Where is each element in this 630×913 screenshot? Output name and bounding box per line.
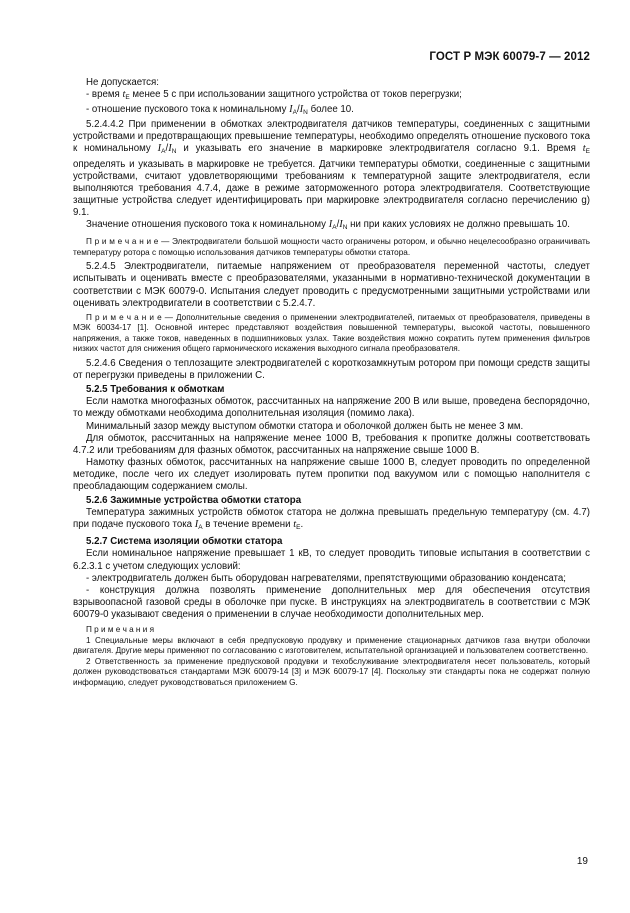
section-5-2-7-p2: - электродвигатель должен быть оборудован нагревателями, препятствующими образованию конденсата; (86, 572, 566, 584)
notes-title: П р и м е ч а н и я (86, 625, 155, 635)
ratio-value-paragraph: Значение отношения пускового тока к номинальному $I_A/I_N$ ни при каких условиях не должно превышать 10. (86, 219, 570, 232)
section-5-2-7-title: 5.2.7 Система изоляции обмотки статора (86, 536, 283, 548)
not-allowed-item-2: - отношение пускового тока к номинальному $I_A/I_N$ более 10. (86, 104, 354, 117)
section-5-2-7-p3: - конструкция должна позволять применение дополнительных мер для обеспечения отсутствия взрывоопасной газовой среды в оболочке при пуске. В инструкциях на электродвигатель в соответствии с МЭК 60079-0 указывают сведения о применении в случае необходимости дополнительных мер. (73, 584, 590, 620)
paragraph-5-2-4-6: 5.2.4.6 Сведения о теплозащите электродвигателей с короткозамкнутым ротором при помощи средств защиты от перегрузки приведены в приложении С. (73, 358, 590, 382)
paragraph-5-2-4-5: 5.2.4.5 Электродвигатели, питаемые напряжением от преобразователя переменной частоты, следует испытывать и оценивать вместе с преобразователями, указанными в нормативно-технической документации в соответствии с МЭК 60079-0. Испытания следует проводить с предусмотренными защитными устройствами или оценивать электродвигатели в соответствии с 5.2.4.7. (73, 261, 590, 309)
note-2: 2 Ответственность за применение предпусковой продувки и техобслуживание электродвигателя несет пользователь, который должен руководствоваться стандартами МЭК 60079-14 [3] и МЭК 60079-17 [4]. Поскольку эти стандарты пока не содержат полную информацию, следует руководствоваться приложением G. (73, 656, 590, 687)
section-5-2-6-title: 5.2.6 Зажимные устройства обмотки статора (86, 495, 302, 507)
document-body (73, 77, 590, 692)
note-converter: П р и м е ч а н и е — Дополнительные сведения о применении электродвигателей, питаемых от преобразователя, приведены в МЭК 60034-17 [1]. Основной интерес представляют воздействия повышенной температуры, высокой частоты, повышенного напряжения, а также токов, наведенных в подшипниковых узлах. Такие воздействия можно сократить путем применения фильтров низких частот для снижения общего гармонического искажения выходного сигнала преобразователя. (73, 312, 590, 354)
section-5-2-7-p1: Если номинальное напряжение превышает 1 кВ, то следует проводить типовые испытания в соответствии с 6.2.3.1 с учетом следующих условий: (73, 548, 590, 572)
page-number: 19 (576, 856, 588, 867)
note-1: 1 Специальные меры включают в себя предпусковую продувку и применение стационарных датчиков газа внутри оболочки двигателя. Другие меры применяют по согласованию с изготовителем, испытательной организацией и пользователем соответственно. (73, 635, 590, 656)
not-allowed-item-1: - время $t_E$ менее 5 с при использовании защитного устройства от токов перегрузки; (86, 89, 462, 102)
section-5-2-5-p3: Для обмоток, рассчитанных на напряжение менее 1000 В, требования к пропитке должны соответствовать 4.7.2 или требованиям для фазных обмоток, рассчитанных на напряжение свыше 1000 В. (73, 432, 590, 456)
section-5-2-5-p2: Минимальный зазор между выступом обмотки статора и оболочкой должен быть не менее 3 мм. (86, 420, 524, 432)
paragraph-5-2-4-4-2: 5.2.4.4.2 При применении в обмотках электродвигателя датчиков температуры, соединенных с защитными устройствами и предотвращающих превышение температуры, необходимо определять отношение пускового тока к номинальному $I_A/I_N$ и указывать его значение в маркировке электродвигателя согласно 9.1. Время $t_E$ определять и указывать в маркировке не требуется. Датчики температуры обмотки, соединенные с защитными устройствами, считают удовлетворяющими требованиям к температурной защите электродвигателя, если выполняются требования 4.7.4, даже в режиме заторможенного ротора электродвигателя. Соответствующие защитные устройства следует идентифицировать при маркировке электродвигателя согласно перечислению g) 9.1. (73, 119, 590, 218)
section-5-2-5-p1: Если намотка многофазных обмоток, рассчитанных на напряжение 200 В или выше, проведена беспорядочно, то между обмотками необходима дополнительная изоляция (помимо лака). (73, 396, 590, 420)
note-rotor-limited: П р и м е ч а н и е — Электродвигатели большой мощности часто ограничены ротором, и обычно нецелесообразно ограничивать температуру ротора с помощью использования датчиков температуры обмотки статора. (73, 237, 590, 257)
document-header: ГОСТ Р МЭК 60079-7 — 2012 (429, 51, 590, 63)
section-5-2-5-title: 5.2.5 Требования к обмоткам (86, 384, 225, 396)
not-allowed-title: Не допускается: (86, 77, 159, 88)
section-5-2-6-p1: Температура зажимных устройств обмоток статора не должна превышать предельную температуру (см. 4.7) при подаче пускового тока $I_A$ в течение времени $t_E$. (73, 507, 590, 532)
section-5-2-5-p4: Намотку фазных обмоток, рассчитанных на напряжение свыше 1000 В, следует проводить по определенной методике, после чего их следует изолировать путем пропитки под вакуумом или с помощью наполнителя с преобладающим содержанием смолы. (73, 456, 590, 492)
